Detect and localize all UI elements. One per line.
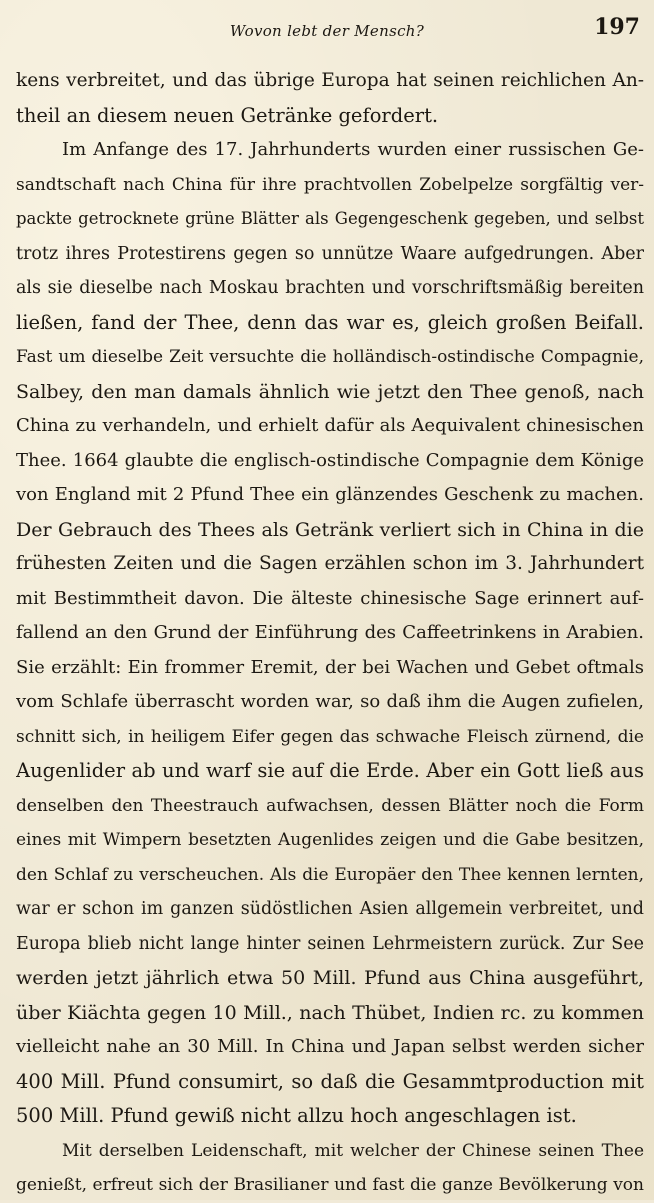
text-line: über Kiächta gegen 10 Mill., nach Thübet, Indien rc. zu kommen xyxy=(16,1001,644,1024)
text-line: Mit derselben Leidenschaft, mit welcher der Chinese seinen Thee xyxy=(62,1140,644,1161)
text-line: trotz ihres Protestirens gegen so unnütze Waare aufgedrungen. Aber xyxy=(16,243,644,264)
text-line: denselben den Theestrauch aufwachsen, dessen Blätter noch die Form xyxy=(16,795,644,816)
text-line: Thee. 1664 glaubte die englisch-ostindische Compagnie dem Könige xyxy=(16,449,644,471)
text-line: kens verbreitet, und das übrige Europa hat seinen reichlichen An- xyxy=(16,70,644,91)
text-line: ließen, fand der Thee, denn das war es, gleich großen Beifall. xyxy=(16,310,644,334)
text-line: Salbey, den man damals ähnlich wie jetzt den Thee genoß, nach xyxy=(16,380,644,403)
text-line: vom Schlafe überrascht worden war, so daß ihm die Augen zufielen, xyxy=(16,691,644,712)
text-line: als sie dieselbe nach Moskau brachten und vorschriftsmäßig bereiten xyxy=(16,278,644,298)
page-number: 197 xyxy=(594,14,640,40)
text-line: Sie erzählt: Ein frommer Eremit, der bei Wachen und Gebet oftmals xyxy=(16,656,644,678)
text-line: sandtschaft nach China für ihre prachtvollen Zobelpelze sorgfältig ver- xyxy=(16,174,644,195)
text-line: Fast um dieselbe Zeit versuchte die holländisch-ostindische Compagnie, xyxy=(16,347,644,367)
text-line: China zu verhandeln, und erhielt dafür als Aequivalent chinesischen xyxy=(16,415,644,436)
text-line: Europa blieb nicht lange hinter seinen Lehrmeistern zurück. Zur See xyxy=(16,933,644,954)
text-line: 500 Mill. Pfund gewiß nicht allzu hoch angeschlagen ist. xyxy=(16,1104,577,1127)
text-line: genießt, erfreut sich der Brasilianer und fast die ganze Bevölkerung von xyxy=(16,1175,644,1195)
text-line: frühesten Zeiten und die Sagen erzählen schon im 3. Jahrhundert xyxy=(16,553,644,574)
text-line: Augenlider ab und warf sie auf die Erde. Aber ein Gott ließ aus xyxy=(16,759,644,782)
text-line: theil an diesem neuen Getränke gefordert. xyxy=(16,103,439,127)
text-line: den Schlaf zu verscheuchen. Als die Europäer den Thee kennen lernten, xyxy=(16,864,644,885)
text-line: war er schon im ganzen südöstlichen Asien allgemein verbreitet, und xyxy=(16,899,644,919)
text-line: vielleicht nahe an 30 Mill. In China und Japan selbst werden sicher xyxy=(16,1036,644,1057)
text-line: Im Anfange des 17. Jahrhunderts wurden einer russischen Ge- xyxy=(62,139,644,160)
text-line: packte getrocknete grüne Blätter als Gegengeschenk gegeben, und selbst xyxy=(16,209,644,228)
body-text xyxy=(16,64,644,1203)
text-line: werden jetzt jährlich etwa 50 Mill. Pfund aus China ausgeführt, xyxy=(16,967,644,989)
text-line: mit Bestimmtheit davon. Die älteste chinesische Sage erinnert auf- xyxy=(16,587,644,609)
text-line: 400 Mill. Pfund consumirt, so daß die Gesammtproduction mit xyxy=(16,1069,644,1093)
text-line: von England mit 2 Pfund Thee ein glänzendes Geschenk zu machen. xyxy=(16,484,644,505)
text-line: eines mit Wimpern besetzten Augenlides zeigen und die Gabe besitzen, xyxy=(16,830,644,850)
text-line: Der Gebrauch des Thees als Getränk verliert sich in China in die xyxy=(16,518,644,541)
text-line: schnitt sich, in heiligem Eifer gegen das schwache Fleisch zürnend, die xyxy=(16,726,644,747)
running-title: Wovon lebt der Mensch? xyxy=(229,22,425,40)
page-header xyxy=(0,14,654,44)
text-line: fallend an den Grund der Einführung des Caffeetrinkens in Arabien. xyxy=(16,622,644,643)
